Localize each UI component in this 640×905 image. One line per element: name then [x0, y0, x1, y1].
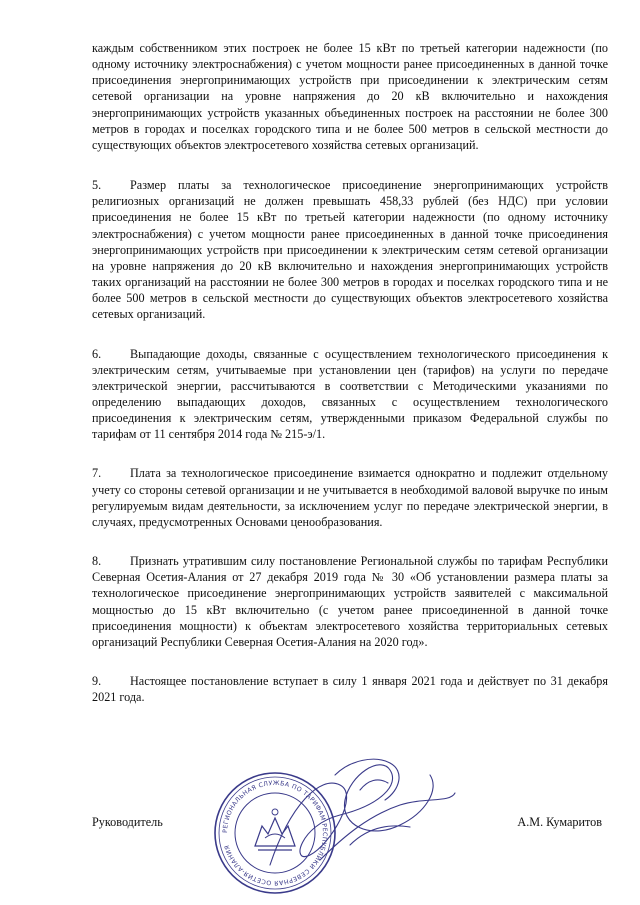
signatory-name: А.М. Кумаритов	[517, 815, 602, 829]
signature-block	[92, 815, 608, 835]
paragraph-5	[92, 177, 608, 322]
paragraph-9	[92, 673, 608, 705]
paragraph-6	[92, 346, 608, 443]
signatory-title: Руководитель	[92, 815, 163, 829]
paragraph-text: Плата за технологическое присоединение взимается однократно и подлежит отдельному учету со стороны сетевой организации и не учитывается в необходимой валовой выручке по иным регулируемым видам деятельности, за исключением услуг по передаче электрической энергии, в случаях, предусмотренных Основами ценообразования.	[92, 466, 608, 529]
paragraph-7	[92, 465, 608, 530]
paragraph-text: Выпадающие доходы, связанные с осуществлением технологического присоединения к электрическим сетям, учитываемые при установлении цен (тарифов) на услуги по передаче электрической энергии, рассчитываются в соответствии с Методическими указаниями по определению выпадающих доходов, связанных с осуществлением технологического присоединения к электрическим сетям, утвержденными приказом Федеральной службы по тарифам от 11 сентября 2014 года № 215-э/1.	[92, 346, 608, 442]
paragraph-text: Признать утратившим силу постановление Региональной службы по тарифам Республики Северная Осетия-Алания от 27 декабря 2019 года № 30 «Об установлении размера платы за технологическое присоединение энергопринимающих устройств заявителей с максимальной мощностью до 15 кВт включительно (с учетом ранее присоединенной в данной точке присоединения мощности) к объектам электросетевого хозяйства территориальных сетевых организаций Республики Северная Осетия-Алания на 2020 год».	[92, 554, 608, 649]
paragraph-text: Настоящее постановление вступает в силу 1 января 2021 года и действует по 31 декабря 2021 года.	[92, 674, 608, 705]
paragraph-number: 7.	[92, 466, 102, 481]
seal-ring-text: РЕГИОНАЛЬНАЯ СЛУЖБА ПО ТАРИФАМ РЕСПУБЛИКИ СЕВЕРНАЯ ОСЕТИЯ-АЛАНИЯ	[221, 779, 329, 887]
paragraph-8	[92, 553, 608, 650]
paragraph-text: Размер платы за технологическое присоединение энергопринимающих устройств религиозных организаций не должен превышать 458,33 рублей (без НДС) при условии присоединения не более 15 кВт по третьей категории надежности (по одному источнику электроснабжения) с учетом мощности ранее присоединенных в данной точке присоединения энергопринимающих устройств при присоединении к электрическим сетям сетевой организации на уровне напряжения до 20 кВ включительно и нахождения энергопринимающих устройств таких организаций на расстоянии не более 300 метров в городах и поселках городского типа и не более 500 метров в сельской местности до существующих объектов электросетевого хозяйства сетевых организаций.	[92, 178, 608, 322]
continuation-paragraph: каждым собственником этих построек не более 15 кВт по третьей категории надежности (по одному источнику электроснабжения) с учетом мощности ранее присоединенных в данной точке присоединения энергопринимающих устройств при присоединении к электрическим сетям сетевой организации на уровне напряжения до 20 кВ включительно и нахождения энергопринимающих устройств указанных объединенных построек на расстоянии не более 300 метров в городах и поселках городского типа и не более 500 метров в сельской местности до существующих объектов электросетевого хозяйства сетевых организаций.	[92, 41, 608, 152]
document-body	[92, 40, 608, 728]
paragraph-number: 8.	[92, 554, 102, 569]
paragraph-number: 9.	[92, 674, 102, 688]
paragraph-number: 5.	[92, 178, 102, 193]
paragraph-number: 6.	[92, 346, 102, 361]
